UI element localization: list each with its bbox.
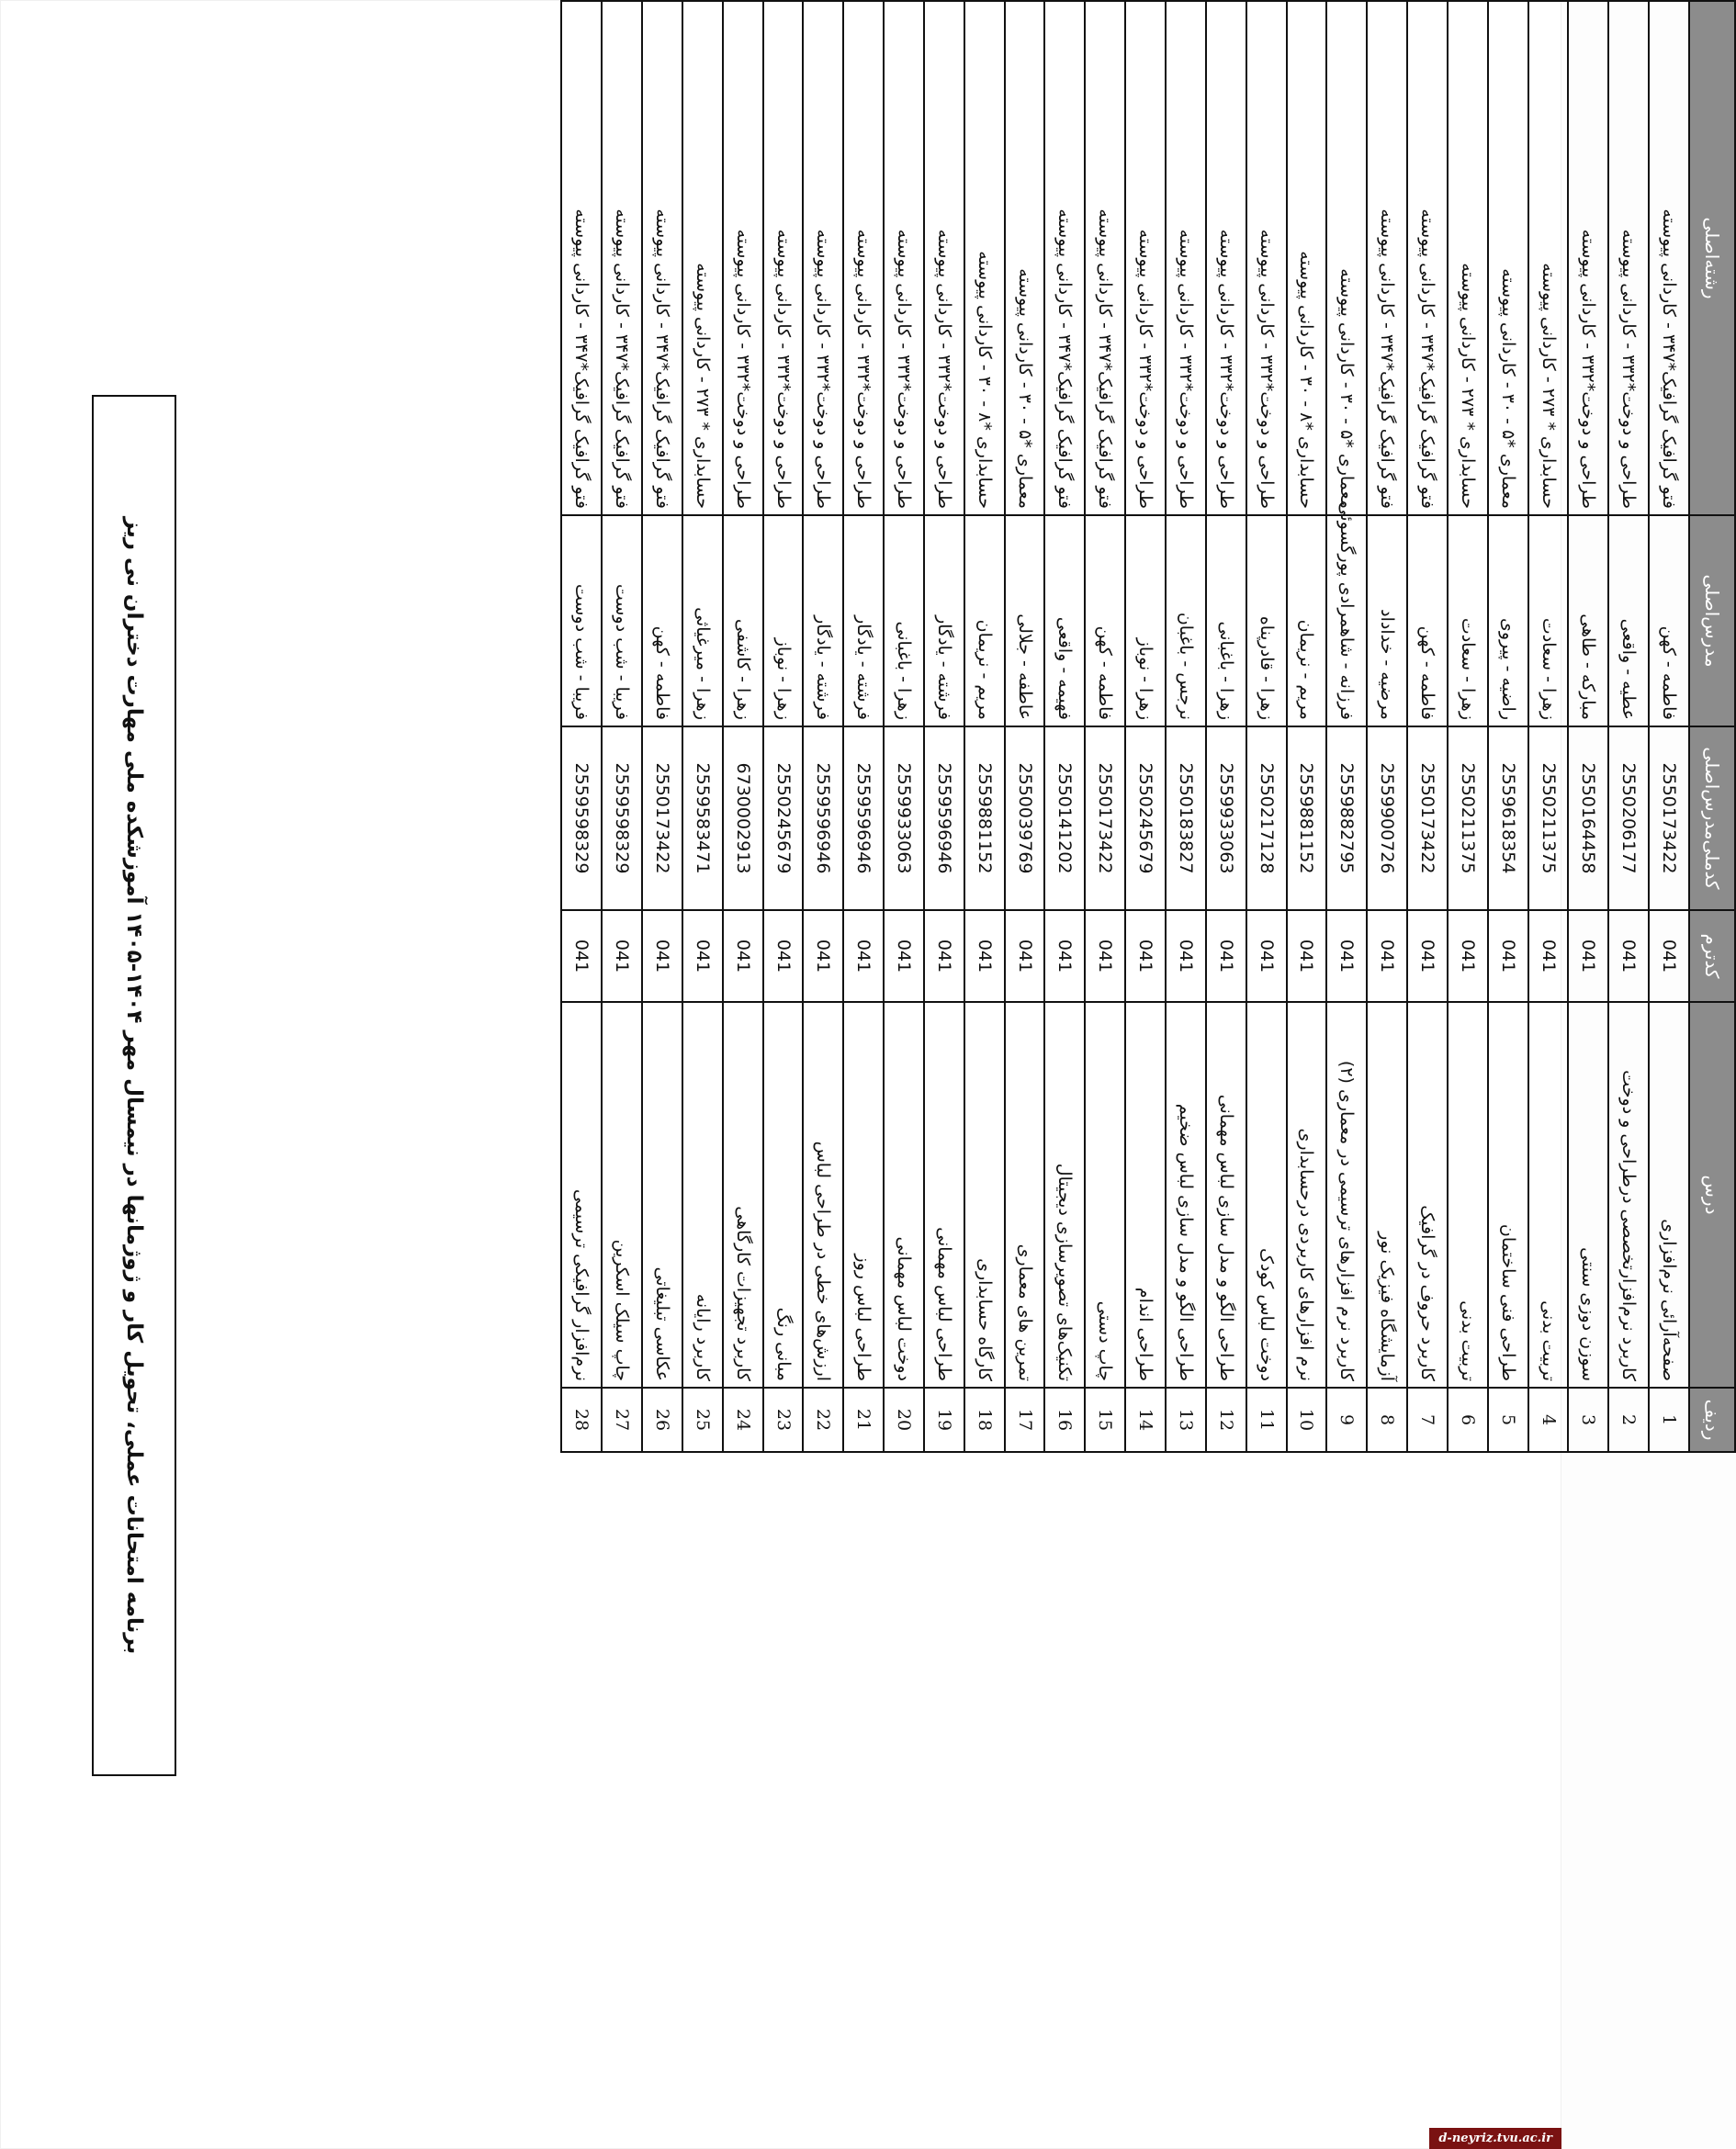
cell-group-code: 041: [1488, 910, 1528, 1002]
cell-teacher-code: 2559596946: [843, 726, 884, 910]
cell-course: مبانی رنگ: [763, 1002, 804, 1388]
cell-course: دوخت لباس مهمانی: [884, 1002, 924, 1388]
cell-course: تربیت بدنی: [1528, 1002, 1569, 1388]
cell-teacher: فریبا - شب دوست: [602, 515, 642, 726]
cell-row-number: 21: [843, 1388, 884, 1452]
cell-exam-date: [1488, 0, 1528, 1]
cell-teacher-code: 2559933063: [884, 726, 924, 910]
cell-teacher: نرجس - باغبان: [1166, 515, 1206, 726]
cell-major: طراحی و دوخت*۳۳۲ - کاردانی پیوسته: [1206, 1, 1246, 515]
cell-group-code: 041: [763, 910, 804, 1002]
table-row: [1125, 0, 1166, 1452]
cell-major: طراحی و دوخت*۳۳۲ - کاردانی پیوسته: [1608, 1, 1649, 515]
exam-schedule-table: [560, 0, 1736, 1453]
cell-teacher: فریبا - شب دوست: [561, 515, 602, 726]
cell-major: فتو گرافیک گرافیک*۳۴۷ - کاردانی پیوسته: [1085, 1, 1125, 515]
title-box: [92, 395, 176, 1776]
cell-row-number: 22: [803, 1388, 843, 1452]
cell-teacher-code: 2550245679: [1125, 726, 1166, 910]
table-row: [1608, 0, 1649, 1452]
cell-teacher: فاطمه - کهن: [1407, 515, 1448, 726]
cell-course: نرم افزارهای کاربردی درحسابداری: [1287, 1002, 1327, 1388]
table-body: [561, 0, 1689, 1452]
page-title: برنامه امتحانات عملی، تحویل کار و ژوژمانها در نیمسال مهر ۱۴۰۴-۱۴۰۵ آموزشکده ملی مهارت دختران نی ریز: [122, 516, 146, 1655]
cell-exam-date: [1287, 0, 1327, 1]
cell-teacher-code: 2550173422: [1085, 726, 1125, 910]
cell-exam-date: [1005, 0, 1045, 1]
cell-teacher-code: 2559583471: [682, 726, 723, 910]
table-row: [642, 0, 682, 1452]
exam-table-wrapper: [560, 0, 1736, 1451]
cell-course: طراحی اندام: [1125, 1002, 1166, 1388]
cell-teacher-code: 2550039769: [1005, 726, 1045, 910]
cell-group-code: 041: [723, 910, 763, 1002]
cell-teacher: راضیه - پیروی: [1488, 515, 1528, 726]
cell-teacher: زهرا - سعادت: [1448, 515, 1488, 726]
cell-row-number: 23: [763, 1388, 804, 1452]
cell-major: فتو گرافیک گرافیک*۳۴۷ - کاردانی پیوسته: [1649, 1, 1689, 515]
cell-teacher: عاطفه - جلالی: [1005, 515, 1045, 726]
cell-course: ارزش‌های خطی در طراحی لباس: [803, 1002, 843, 1388]
cell-exam-date: [964, 0, 1005, 1]
cell-teacher: فاطمه - کهن: [1649, 515, 1689, 726]
cell-teacher-code: 2550173422: [1649, 726, 1689, 910]
cell-teacher: زهرا - سعادت: [1528, 515, 1569, 726]
cell-teacher: فرشته - یادگار: [843, 515, 884, 726]
cell-teacher-code: 2550164458: [1568, 726, 1608, 910]
cell-teacher: فرشته - یادگار: [924, 515, 964, 726]
cell-group-code: 041: [803, 910, 843, 1002]
cell-teacher-code: 2550183827: [1166, 726, 1206, 910]
cell-row-number: 11: [1246, 1388, 1287, 1452]
cell-row-number: 24: [723, 1388, 763, 1452]
cell-teacher-code: 2559596946: [924, 726, 964, 910]
cell-exam-date: [1045, 0, 1086, 1]
cell-row-number: 8: [1367, 1388, 1407, 1452]
header-teacher: مدرس‌اصلی: [1689, 515, 1735, 726]
cell-row-number: 3: [1568, 1388, 1608, 1452]
cell-teacher-code: 2559881152: [964, 726, 1005, 910]
cell-row-number: 7: [1407, 1388, 1448, 1452]
cell-major: طراحی و دوخت*۳۳۲ - کاردانی پیوسته: [1568, 1, 1608, 515]
cell-group-code: 041: [1045, 910, 1086, 1002]
cell-course: طراحی لباس مهمانی: [924, 1002, 964, 1388]
cell-group-code: 041: [682, 910, 723, 1002]
cell-group-code: 041: [1085, 910, 1125, 1002]
cell-course: نرم‌افزار گرافیکی ترسیمی: [561, 1002, 602, 1388]
cell-exam-date: [1568, 0, 1608, 1]
cell-row-number: 14: [1125, 1388, 1166, 1452]
cell-course: کاربرد رایانه: [682, 1002, 723, 1388]
cell-major: حسابداری * ۲۷۳ - کاردانی پیوسته: [1448, 1, 1488, 515]
cell-exam-date: [1407, 0, 1448, 1]
cell-group-code: 041: [1246, 910, 1287, 1002]
cell-teacher-code: 2559618354: [1488, 726, 1528, 910]
cell-teacher: عطیه - واقعی: [1608, 515, 1649, 726]
table-row: [1407, 0, 1448, 1452]
cell-group-code: 041: [1649, 910, 1689, 1002]
table-row: [1206, 0, 1246, 1452]
cell-major: معماری *۵ - ۳۰ - کاردانی پیوسته: [1488, 1, 1528, 515]
table-header-row: [1689, 0, 1735, 1452]
table-row: [723, 0, 763, 1452]
cell-exam-date: [1608, 0, 1649, 1]
table-row: [682, 0, 723, 1452]
cell-major: حسابداری *۸ - ۳۰ - کاردانی پیوسته: [964, 1, 1005, 515]
cell-major: طراحی و دوخت*۳۳۲ - کاردانی پیوسته: [1246, 1, 1287, 515]
cell-teacher: زهرا - نوباز: [1125, 515, 1166, 726]
cell-course: کاربرد حروف در گرافیک: [1407, 1002, 1448, 1388]
header-row-number: ردیف: [1689, 1388, 1735, 1452]
cell-course: کارگاه حسابداری: [964, 1002, 1005, 1388]
cell-teacher-code: 2559882795: [1326, 726, 1367, 910]
cell-row-number: 16: [1045, 1388, 1086, 1452]
cell-group-code: 041: [1528, 910, 1569, 1002]
cell-course: سوزن دوزی سنتی: [1568, 1002, 1608, 1388]
cell-group-code: 041: [1326, 910, 1367, 1002]
cell-course: طراحی لباس روز: [843, 1002, 884, 1388]
cell-group-code: 041: [1407, 910, 1448, 1002]
cell-row-number: 15: [1085, 1388, 1125, 1452]
table-row: [884, 0, 924, 1452]
cell-group-code: 041: [1448, 910, 1488, 1002]
cell-teacher: زهرا - باغبانی: [884, 515, 924, 726]
cell-teacher: مریم - نریمان: [964, 515, 1005, 726]
cell-course: تربیت بدنی: [1448, 1002, 1488, 1388]
cell-teacher-code: 2559596946: [803, 726, 843, 910]
cell-group-code: 041: [843, 910, 884, 1002]
cell-course: دوخت لباس کودک: [1246, 1002, 1287, 1388]
header-group-code: کدترم: [1689, 910, 1735, 1002]
cell-teacher-code: 2550206177: [1608, 726, 1649, 910]
table-row: [843, 0, 884, 1452]
cell-teacher-code: 2550211375: [1528, 726, 1569, 910]
cell-row-number: 9: [1326, 1388, 1367, 1452]
cell-exam-date: [1125, 0, 1166, 1]
table-row: [1005, 0, 1045, 1452]
cell-course: کاربرد نرم افزارهای ترسیمی در معماری (۲): [1326, 1002, 1367, 1388]
cell-exam-date: [843, 0, 884, 1]
table-row: [1287, 0, 1327, 1452]
cell-major: فتو گرافیک گرافیک*۳۴۷ - کاردانی پیوسته: [1367, 1, 1407, 515]
cell-major: طراحی و دوخت*۳۳۲ - کاردانی پیوسته: [843, 1, 884, 515]
cell-group-code: 041: [1005, 910, 1045, 1002]
table-row: [1488, 0, 1528, 1452]
cell-major: حسابداری * ۲۷۳ - کاردانی پیوسته: [1528, 1, 1569, 515]
cell-teacher-code: 2559598329: [561, 726, 602, 910]
cell-group-code: 041: [561, 910, 602, 1002]
cell-exam-date: [924, 0, 964, 1]
cell-teacher-code: 2559881152: [1287, 726, 1327, 910]
cell-teacher-code: 2559900726: [1367, 726, 1407, 910]
cell-row-number: 4: [1528, 1388, 1569, 1452]
cell-row-number: 19: [924, 1388, 964, 1452]
cell-course: طراحی فنی ساختمان: [1488, 1002, 1528, 1388]
cell-teacher: زهرا - کاشفی: [723, 515, 763, 726]
cell-major: معماری *۵ - ۳۰ - کاردانی پیوسته: [1005, 1, 1045, 515]
table-row: [1045, 0, 1086, 1452]
cell-major: طراحی و دوخت*۳۳۲ - کاردانی پیوسته: [763, 1, 804, 515]
cell-major: فتو گرافیک گرافیک*۳۴۷ - کاردانی پیوسته: [1045, 1, 1086, 515]
cell-exam-date: [642, 0, 682, 1]
cell-major: حسابداری *۸ - ۳۰ - کاردانی پیوسته: [1287, 1, 1327, 515]
cell-exam-date: [1326, 0, 1367, 1]
cell-major: فتو گرافیک گرافیک*۳۴۷ - کاردانی پیوسته: [561, 1, 602, 515]
table-row: [602, 0, 642, 1452]
cell-exam-date: [1085, 0, 1125, 1]
cell-teacher-code: 2550211375: [1448, 726, 1488, 910]
cell-course: آزمایشگاه فیزیک نور: [1367, 1002, 1407, 1388]
cell-course: کاربرد تجهیزات کارگاهی: [723, 1002, 763, 1388]
cell-teacher-code: 2550217128: [1246, 726, 1287, 910]
table-row: [1367, 0, 1407, 1452]
cell-group-code: 041: [884, 910, 924, 1002]
cell-row-number: 5: [1488, 1388, 1528, 1452]
cell-teacher-code: 2550141202: [1045, 726, 1086, 910]
cell-row-number: 6: [1448, 1388, 1488, 1452]
cell-teacher: زهرا - نوباز: [763, 515, 804, 726]
cell-major: طراحی و دوخت*۳۳۲ - کاردانی پیوسته: [1166, 1, 1206, 515]
table-row: [1448, 0, 1488, 1452]
cell-exam-date: [1649, 0, 1689, 1]
cell-exam-date: [682, 0, 723, 1]
cell-row-number: 18: [964, 1388, 1005, 1452]
table-row: [763, 0, 804, 1452]
cell-teacher: فرزانه - شاهمرادی پورگسوئی: [1326, 515, 1367, 726]
cell-exam-date: [763, 0, 804, 1]
cell-teacher-code: 2559933063: [1206, 726, 1246, 910]
cell-group-code: 041: [1125, 910, 1166, 1002]
cell-row-number: 20: [884, 1388, 924, 1452]
cell-teacher: مبارکه - طاهی: [1568, 515, 1608, 726]
cell-exam-date: [1448, 0, 1488, 1]
cell-teacher: فاطمه - کهن: [1085, 515, 1125, 726]
cell-row-number: 27: [602, 1388, 642, 1452]
cell-exam-date: [1528, 0, 1569, 1]
cell-course: عکاسی تبلیغاتی: [642, 1002, 682, 1388]
cell-row-number: 26: [642, 1388, 682, 1452]
cell-major: فتو گرافیک گرافیک*۳۴۷ - کاردانی پیوسته: [1407, 1, 1448, 515]
cell-row-number: 2: [1608, 1388, 1649, 1452]
cell-exam-date: [602, 0, 642, 1]
cell-teacher-code: 2550245679: [763, 726, 804, 910]
table-row: [1326, 0, 1367, 1452]
table-row: [1166, 0, 1206, 1452]
cell-exam-date: [1367, 0, 1407, 1]
cell-group-code: 041: [1287, 910, 1327, 1002]
cell-exam-date: [1246, 0, 1287, 1]
cell-major: معماری *۵ - ۳۰ - کاردانی پیوسته: [1326, 1, 1367, 515]
cell-teacher: فرشته - یادگار: [803, 515, 843, 726]
cell-exam-date: [561, 0, 602, 1]
cell-row-number: 28: [561, 1388, 602, 1452]
cell-course: طراحی الگو و مدل سازی لباس ضخیم: [1166, 1002, 1206, 1388]
cell-course: تمرین های معماری: [1005, 1002, 1045, 1388]
table-row: [964, 0, 1005, 1452]
cell-major: حسابداری * ۲۷۳ - کاردانی پیوسته: [682, 1, 723, 515]
cell-teacher: فاطمه - کهن: [642, 515, 682, 726]
header-exam-date: [1689, 0, 1735, 1]
cell-exam-date: [723, 0, 763, 1]
cell-major: طراحی و دوخت*۳۳۲ - کاردانی پیوسته: [723, 1, 763, 515]
cell-course: چاپ سیلک اسکرین: [602, 1002, 642, 1388]
cell-major: طراحی و دوخت*۳۳۲ - کاردانی پیوسته: [884, 1, 924, 515]
cell-course: تکنیک‌های تصویرسازی دیجیتال: [1045, 1002, 1086, 1388]
header-course: درس: [1689, 1002, 1735, 1388]
cell-exam-date: [884, 0, 924, 1]
cell-teacher-code: 2550173422: [642, 726, 682, 910]
cell-course: طراحی الگو و مدل سازی لباس مهمانی: [1206, 1002, 1246, 1388]
table-row: [1528, 0, 1569, 1452]
header-teacher-code: کدملی‌مدرس‌اصلی: [1689, 726, 1735, 910]
cell-row-number: 13: [1166, 1388, 1206, 1452]
cell-major: فتو گرافیک گرافیک*۳۴۷ - کاردانی پیوسته: [642, 1, 682, 515]
cell-major: فتو گرافیک گرافیک*۳۴۷ - کاردانی پیوسته: [602, 1, 642, 515]
cell-teacher: مرضیه - خداداد: [1367, 515, 1407, 726]
cell-exam-date: [1166, 0, 1206, 1]
cell-exam-date: [803, 0, 843, 1]
cell-group-code: 041: [1166, 910, 1206, 1002]
cell-group-code: 041: [642, 910, 682, 1002]
header-major: رشته‌اصلی: [1689, 1, 1735, 515]
cell-teacher-code: 2559598329: [602, 726, 642, 910]
cell-group-code: 041: [1568, 910, 1608, 1002]
cell-teacher: زهرا - قادرپناه: [1246, 515, 1287, 726]
table-row: [924, 0, 964, 1452]
cell-teacher-code: 6730002913: [723, 726, 763, 910]
cell-course: چاپ دستی: [1085, 1002, 1125, 1388]
cell-teacher: زهرا - باغبانی: [1206, 515, 1246, 726]
cell-teacher: زهرا - میرغیاثی: [682, 515, 723, 726]
cell-group-code: 041: [1367, 910, 1407, 1002]
cell-major: طراحی و دوخت*۳۳۲ - کاردانی پیوسته: [803, 1, 843, 515]
cell-row-number: 12: [1206, 1388, 1246, 1452]
table-row: [1085, 0, 1125, 1452]
site-watermark: d-neyriz.tvu.ac.ir: [1429, 2128, 1561, 2149]
cell-row-number: 1: [1649, 1388, 1689, 1452]
table-row: [803, 0, 843, 1452]
cell-group-code: 041: [1608, 910, 1649, 1002]
cell-major: طراحی و دوخت*۳۳۲ - کاردانی پیوسته: [924, 1, 964, 515]
cell-group-code: 041: [602, 910, 642, 1002]
table-row: [1568, 0, 1608, 1452]
cell-row-number: 25: [682, 1388, 723, 1452]
cell-course: کاربرد نرم‌افزارتخصصی درطراحی و دوخت: [1608, 1002, 1649, 1388]
cell-teacher: مریم - نریمان: [1287, 515, 1327, 726]
cell-group-code: 041: [924, 910, 964, 1002]
cell-row-number: 17: [1005, 1388, 1045, 1452]
cell-row-number: 10: [1287, 1388, 1327, 1452]
cell-course: صفحه‌آرائی نرم‌افزاری: [1649, 1002, 1689, 1388]
cell-major: طراحی و دوخت*۳۳۲ - کاردانی پیوسته: [1125, 1, 1166, 515]
table-row: [1246, 0, 1287, 1452]
table-row: [561, 0, 602, 1452]
cell-teacher-code: 2550173422: [1407, 726, 1448, 910]
cell-group-code: 041: [964, 910, 1005, 1002]
cell-exam-date: [1206, 0, 1246, 1]
cell-teacher: فهیمه - واقعی: [1045, 515, 1086, 726]
cell-group-code: 041: [1206, 910, 1246, 1002]
table-row: [1649, 0, 1689, 1452]
